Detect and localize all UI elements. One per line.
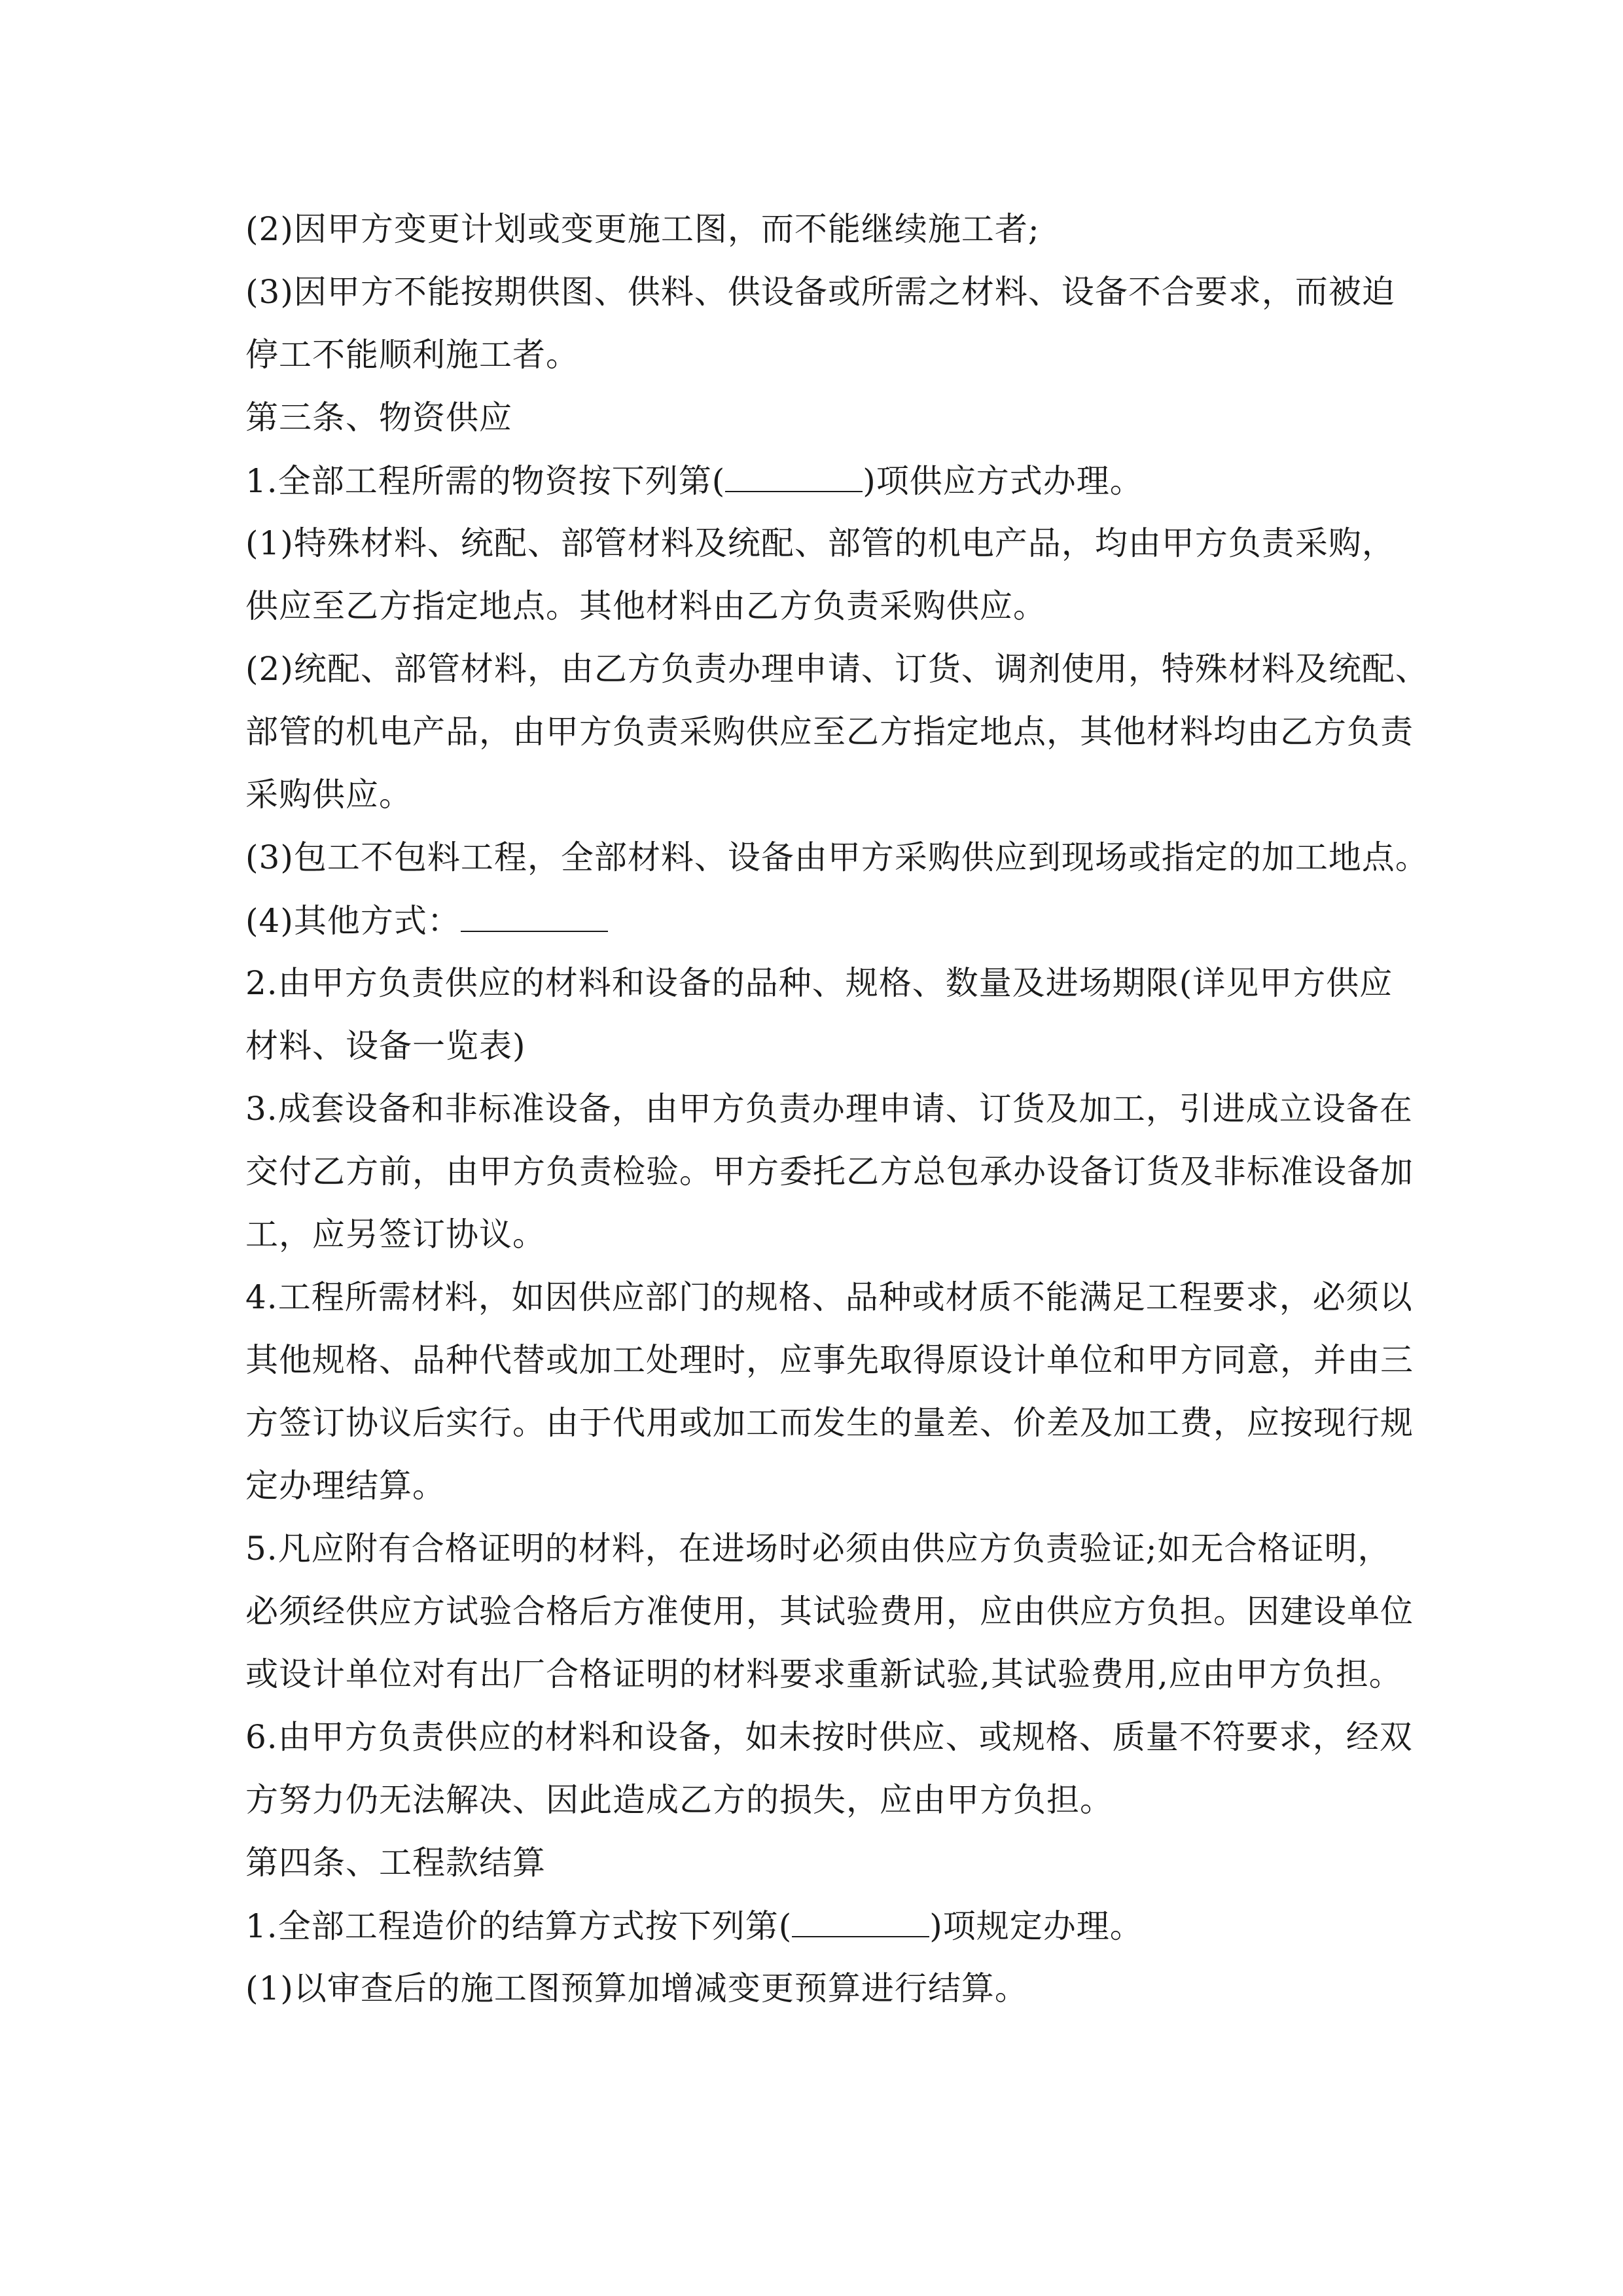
paragraph-line: [245, 271, 1397, 313]
line-text: 供应至乙方指定地点。其他材料由乙方负责采购供应。: [245, 587, 1046, 625]
line-text: 停工不能顺利施工者。: [245, 336, 579, 374]
line-text: 或设计单位对有出厂合格证明的材料要求重新试验,其试验费用,应由甲方负担。: [245, 1655, 1402, 1693]
paragraph-line: [245, 648, 1429, 690]
paragraph-line: [245, 1779, 1397, 1821]
line-text: (2)统配、部管材料，由乙方负责办理申请、订货、调剂使用，特殊材料及统配、: [245, 650, 1429, 688]
line-text: 4.工程所需材料，如因供应部门的规格、品种或材质不能满足工程要求，必须以: [245, 1278, 1413, 1316]
paragraph-line: [245, 1653, 1402, 1695]
paragraph-line: [245, 899, 1397, 941]
paragraph-line: [245, 1465, 1397, 1507]
paragraph-line: [245, 522, 1397, 564]
paragraph-line: [245, 1402, 1414, 1444]
paragraph-line: [245, 208, 1397, 250]
fill-in-blank: [792, 1905, 929, 1937]
paragraph-line: [245, 1590, 1414, 1632]
line-text: )项供应方式办理。: [863, 462, 1143, 500]
line-text: (3)因甲方不能按期供图、供料、供设备或所需之材料、设备不合要求，而被迫: [245, 273, 1395, 311]
fill-in-blank: [725, 459, 863, 492]
paragraph-line: [245, 1025, 1397, 1067]
line-text: (1)以审查后的施工图预算加增减变更预算进行结算。: [245, 1969, 1028, 2007]
paragraph-line: [245, 836, 1429, 878]
paragraph-line: [245, 1905, 1397, 1946]
line-text: 方努力仍无法解决、因此造成乙方的损失，应由甲方负担。: [245, 1781, 1113, 1819]
heading-text: 第四条、工程款结算: [245, 1844, 546, 1882]
paragraph-line: [245, 459, 1397, 501]
fill-in-blank: [461, 899, 608, 932]
paragraph-line: [245, 1151, 1414, 1193]
line-text: 其他规格、品种代替或加工处理时，应事先取得原设计单位和甲方同意，并由三: [245, 1341, 1414, 1379]
line-text: (2)因甲方变更计划或变更施工图，而不能继续施工者;: [245, 210, 1040, 248]
paragraph-line: [245, 1213, 1397, 1255]
line-text: 1.全部工程造价的结算方式按下列第(: [245, 1907, 793, 1945]
paragraph-line: [245, 1967, 1397, 2009]
paragraph-line: [245, 1716, 1413, 1758]
line-text: (4)其他方式：: [245, 902, 461, 940]
paragraph-line: [245, 1088, 1413, 1130]
line-text: 3.成套设备和非标准设备，由甲方负责办理申请、订货及加工，引进成立设备在: [245, 1090, 1413, 1128]
paragraph-line: [245, 962, 1397, 1004]
section-heading: [245, 397, 1397, 439]
paragraph-line: [245, 1528, 1397, 1570]
line-text: 采购供应。: [245, 776, 412, 814]
line-text: 材料、设备一览表): [245, 1027, 526, 1065]
line-text: (3)包工不包料工程，全部材料、设备由甲方采购供应到现场或指定的加工地点。: [245, 838, 1429, 876]
paragraph-line: [245, 711, 1414, 753]
line-text: 方签订协议后实行。由于代用或加工而发生的量差、价差及加工费，应按现行规: [245, 1404, 1414, 1442]
line-text: )项规定办理。: [929, 1907, 1143, 1945]
section-heading: [245, 1842, 1397, 1884]
line-text: 1.全部工程所需的物资按下列第(: [245, 462, 726, 500]
paragraph-line: [245, 774, 1397, 816]
heading-text: 第三条、物资供应: [245, 399, 512, 437]
paragraph-line: [245, 585, 1397, 627]
paragraph-line: [245, 1339, 1414, 1381]
paragraph-line: [245, 334, 1397, 376]
line-text: 定办理结算。: [245, 1467, 446, 1505]
line-text: 工，应另签订协议。: [245, 1215, 546, 1253]
line-text: 部管的机电产品，由甲方负责采购供应至乙方指定地点，其他材料均由乙方负责: [245, 713, 1414, 751]
line-text: 5.凡应附有合格证明的材料，在进场时必须由供应方负责验证;如无合格证明，: [245, 1530, 1391, 1568]
paragraph-line: [245, 1276, 1413, 1318]
line-text: 交付乙方前，由甲方负责检验。甲方委托乙方总包承办设备订货及非标准设备加: [245, 1153, 1414, 1191]
line-text: 2.由甲方负责供应的材料和设备的品种、规格、数量及进场期限(详见甲方供应: [245, 964, 1393, 1002]
line-text: 6.由甲方负责供应的材料和设备，如未按时供应、或规格、质量不符要求，经双: [245, 1718, 1413, 1756]
line-text: (1)特殊材料、统配、部管材料及统配、部管的机电产品，均由甲方负责采购，: [245, 524, 1395, 562]
line-text: 必须经供应方试验合格后方准使用，其试验费用，应由供应方负担。因建设单位: [245, 1592, 1414, 1630]
